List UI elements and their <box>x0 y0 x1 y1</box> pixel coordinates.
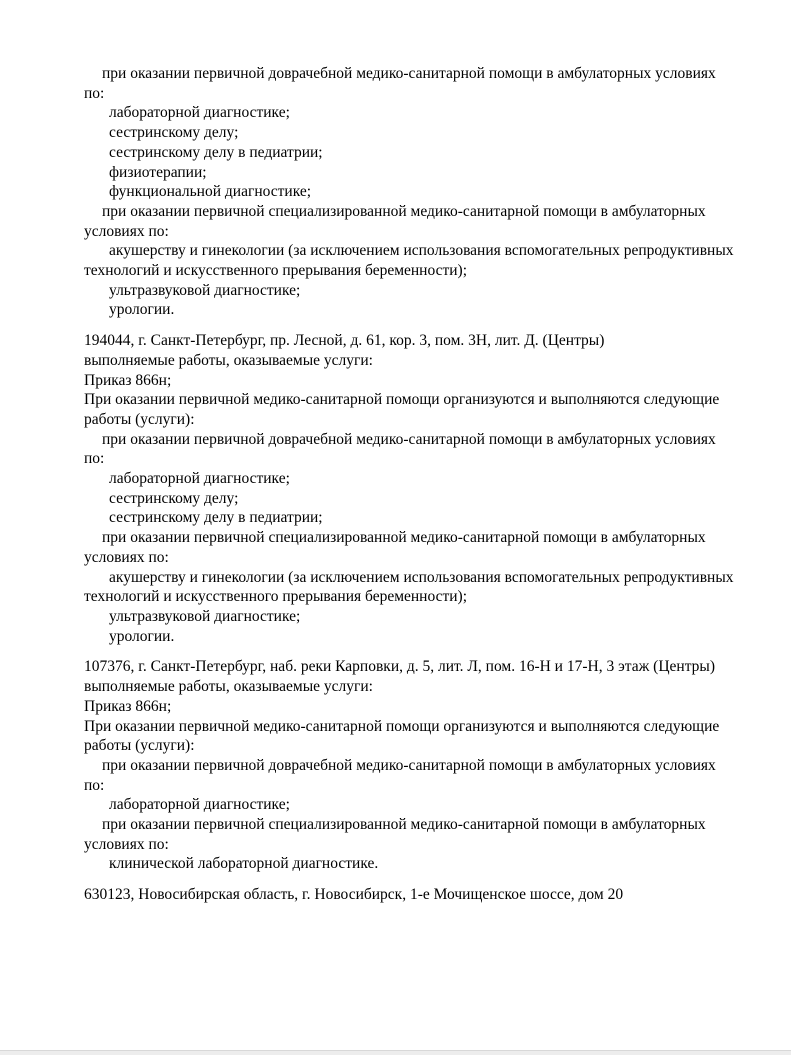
text-line: урологии. <box>109 301 175 319</box>
text-line: выполняемые работы, оказываемые услуги: <box>84 351 373 369</box>
horizontal-scrollbar[interactable] <box>0 1050 791 1055</box>
text-line: ультразвуковой диагностике; <box>109 607 301 625</box>
text-line: сестринскому делу; <box>109 124 239 142</box>
text-line: сестринскому делу; <box>109 489 239 507</box>
text-line: при оказании первичной специализированной медико-санитарной помощи в амбулаторных <box>102 202 706 220</box>
text-line: при оказании первичной специализированной медико-санитарной помощи в амбулаторных <box>102 529 706 547</box>
address-block <box>84 885 771 905</box>
text-line: клинической лабораторной диагностике. <box>109 855 379 873</box>
address-block <box>84 657 771 874</box>
text-line: 194044, г. Санкт-Петербург, пр. Лесной, д. 61, кор. 3, пом. 3Н, лит. Д. (Центры) <box>84 332 605 350</box>
text-line: 107376, г. Санкт-Петербург, наб. реки Карповки, д. 5, лит. Л, пом. 16-Н и 17-Н, 3 этаж (Центры) <box>84 658 715 676</box>
text-line: Приказ 866н; <box>84 697 172 715</box>
text-line: условиях по: <box>84 835 169 853</box>
text-line: условиях по: <box>84 222 169 240</box>
text-line: при оказании первичной специализированной медико-санитарной помощи в амбулаторных <box>102 816 706 834</box>
address-block <box>84 331 771 646</box>
text-line: лабораторной диагностике; <box>109 796 290 814</box>
text-line: условиях по: <box>84 548 169 566</box>
text-line: урологии. <box>109 627 175 645</box>
text-line: лабораторной диагностике; <box>109 470 290 488</box>
text-line: акушерству и гинекологии (за исключением использования вспомогательных репродуктивных <box>109 242 734 260</box>
text-line: Приказ 866н; <box>84 371 172 389</box>
text-line: работы (услуги): <box>84 410 195 428</box>
text-line: физиотерапии; <box>109 163 207 181</box>
text-line: при оказании первичной доврачебной медико-санитарной помощи в амбулаторных условиях <box>102 65 716 82</box>
text-line: при оказании первичной доврачебной медико-санитарной помощи в амбулаторных условиях <box>102 756 716 774</box>
text-line: лабораторной диагностике; <box>109 104 290 122</box>
text-line: технологий и искусственного прерывания беременности); <box>84 262 468 280</box>
text-line: При оказании первичной медико-санитарной помощи организуются и выполняются следующие <box>84 391 720 409</box>
text-line: при оказании первичной доврачебной медико-санитарной помощи в амбулаторных условиях <box>102 430 716 448</box>
text-line: акушерству и гинекологии (за исключением использования вспомогательных репродуктивных <box>109 568 734 586</box>
text-line: ультразвуковой диагностике; <box>109 281 301 299</box>
text-line: технологий и искусственного прерывания беременности); <box>84 588 468 606</box>
text-line: работы (услуги): <box>84 737 195 755</box>
text-line: по: <box>84 84 105 102</box>
text-line: При оказании первичной медико-санитарной помощи организуются и выполняются следующие <box>84 717 720 735</box>
address-block <box>84 64 771 320</box>
document-content <box>84 64 771 916</box>
text-line: по: <box>84 776 105 794</box>
text-line: сестринскому делу в педиатрии; <box>109 509 323 527</box>
text-line: по: <box>84 450 105 468</box>
text-line: функциональной диагностике; <box>109 183 312 201</box>
text-line: 630123, Новосибирская область, г. Новосибирск, 1-е Мочищенское шоссе, дом 20 <box>84 886 624 904</box>
text-line: сестринскому делу в педиатрии; <box>109 143 323 161</box>
text-line: выполняемые работы, оказываемые услуги: <box>84 678 373 696</box>
